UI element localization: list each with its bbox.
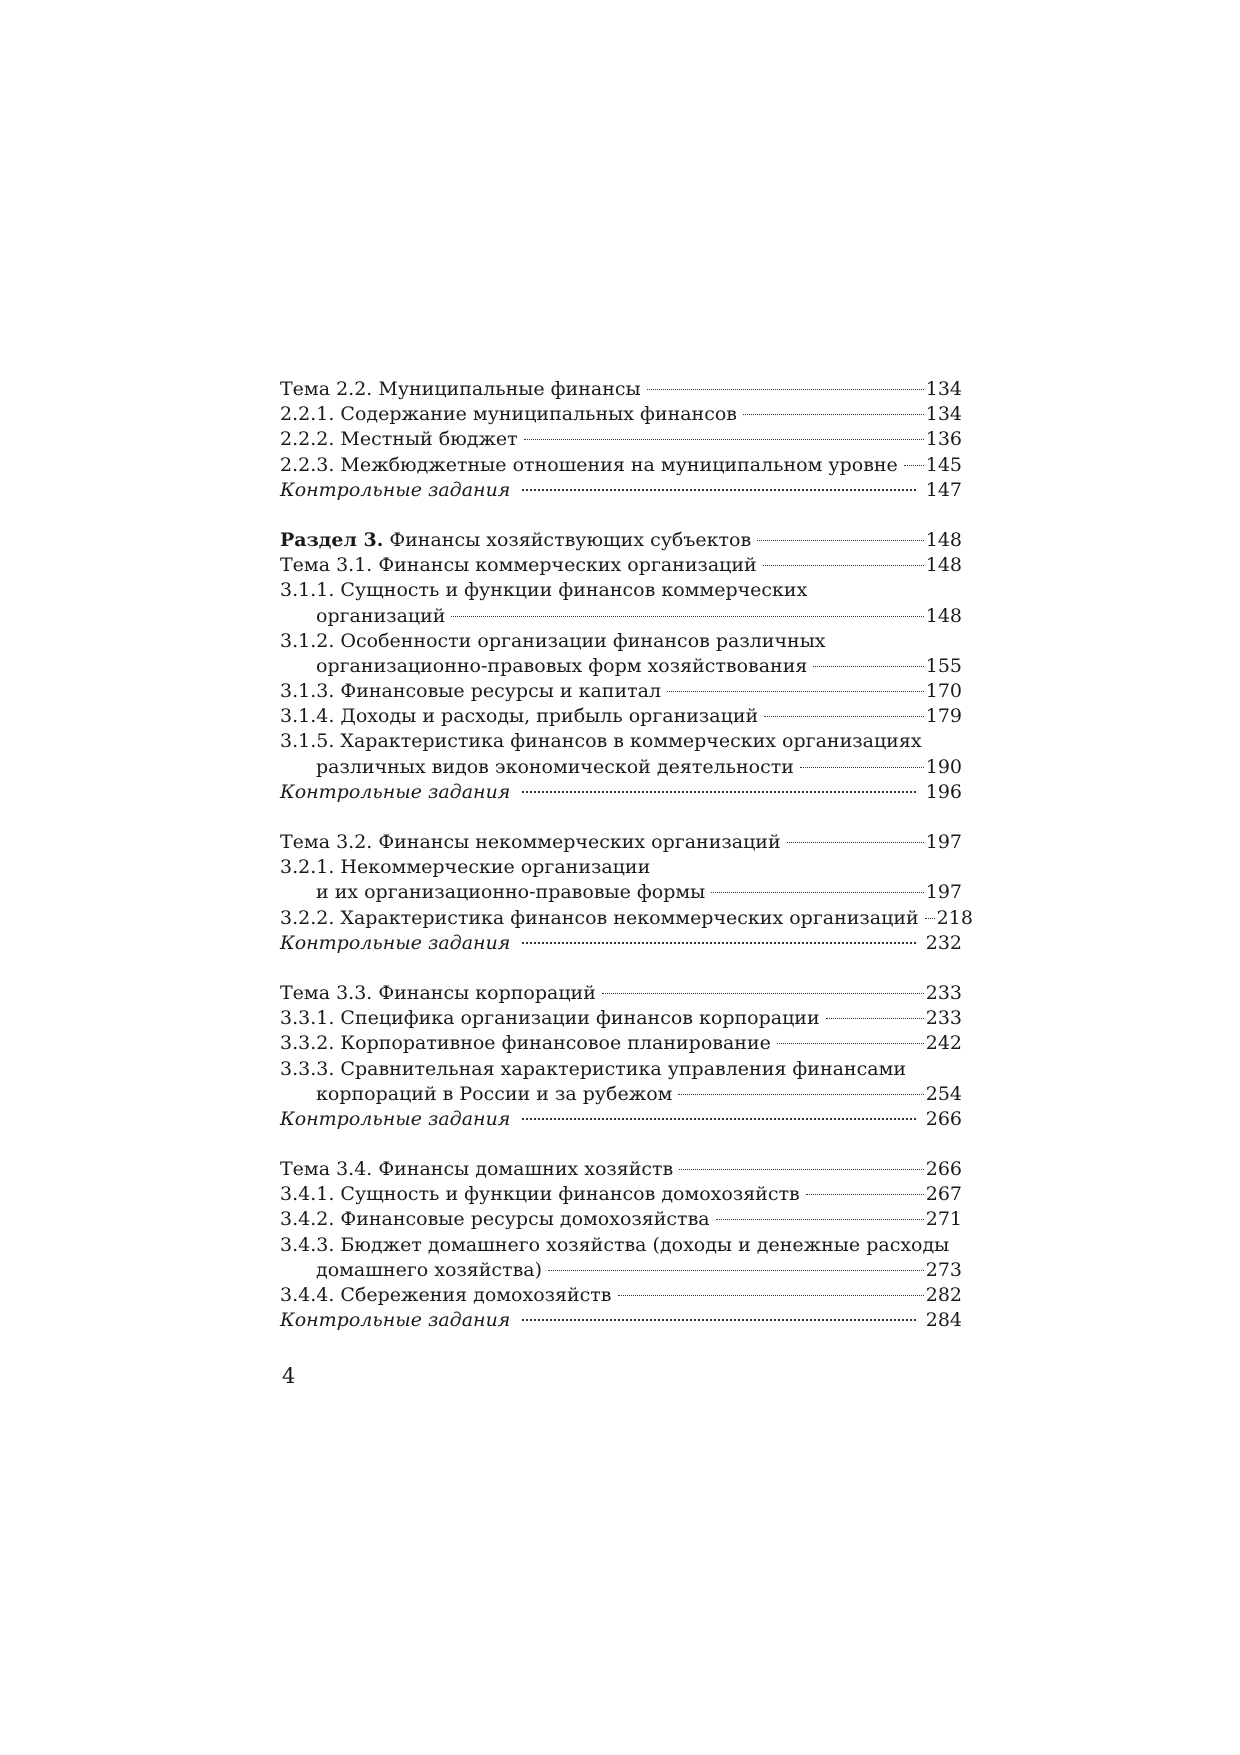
toc-entry-title (280, 528, 751, 553)
toc-entry-title (280, 855, 650, 880)
toc-entry (280, 578, 962, 603)
toc-entry (280, 654, 962, 679)
toc-page-number: 134 (925, 403, 962, 426)
toc-page-number: 190 (925, 755, 962, 778)
dot-leader (522, 1118, 915, 1120)
toc-entry-title (280, 931, 510, 956)
section-label: Раздел 3. (280, 528, 384, 551)
toc-entry-title (316, 604, 445, 629)
toc-entry-text: 3.4.3. Бюджет домашнего хозяйства (доходы и денежные расходы (280, 1233, 950, 1256)
toc-entry-text: 2.2.2. Местный бюджет (280, 428, 518, 451)
toc-entry-text: Тема 3.2. Финансы некоммерческих организаций (280, 831, 781, 853)
toc-entry-text: 3.3.2. Корпоративное финансовое планирование (280, 1032, 771, 1055)
toc-page-number: 218 (936, 906, 973, 929)
toc-entry-title (280, 729, 922, 754)
toc-entry-text: 3.1.1. Сущность и функции финансов коммерческих (280, 579, 808, 602)
toc-entry-title (280, 453, 898, 478)
toc-entry-title (280, 1207, 710, 1232)
toc-tasks-entry (280, 1107, 962, 1132)
dot-leader (826, 1018, 924, 1019)
toc-entry-title (280, 704, 758, 729)
toc-entry-text: Контрольные задания (280, 780, 511, 803)
toc-tasks-entry (280, 780, 962, 805)
toc-page-number: 273 (925, 1258, 962, 1281)
toc-entry-text: 3.1.2. Особенности организации финансов различных (280, 629, 826, 652)
toc-entry (280, 1233, 962, 1258)
toc-entry (280, 830, 962, 855)
dot-leader (777, 1043, 924, 1044)
toc-tasks-entry (280, 1308, 962, 1333)
toc-entry-title (316, 880, 705, 905)
toc-page-number: 282 (925, 1284, 962, 1306)
toc-page-number: 196 (925, 780, 962, 803)
dot-leader (618, 1295, 924, 1296)
toc-entry-text: 3.1.3. Финансовые ресурсы и капитал (280, 680, 662, 703)
toc-entry-title (280, 830, 781, 855)
toc-page-number: 233 (925, 981, 962, 1004)
dot-leader (711, 892, 923, 893)
dot-leader (647, 389, 924, 390)
toc-entry-text: организаций (316, 604, 446, 627)
toc-page-number: 266 (925, 1107, 962, 1130)
toc-entry-text: Контрольные задания (280, 931, 511, 954)
toc-entry-text: Тема 2.2. Муниципальные финансы (280, 378, 641, 400)
dot-leader (451, 616, 923, 617)
toc-entry (280, 1258, 962, 1283)
toc-entry-title (280, 906, 919, 931)
dot-leader (800, 767, 924, 768)
toc-entry (280, 906, 973, 931)
toc-page-number: 147 (925, 478, 962, 501)
dot-leader (667, 691, 924, 692)
toc-entry-text: 3.1.5. Характеристика финансов в коммерческих организациях (280, 730, 922, 753)
toc-entry-title (280, 1182, 800, 1207)
toc-entry (280, 402, 962, 427)
toc-tasks-entry (280, 478, 962, 503)
dot-leader (764, 716, 924, 717)
toc-entry-title (280, 553, 757, 578)
toc-entry-text: Контрольные задания (280, 1309, 511, 1332)
dot-leader (925, 918, 935, 919)
toc-entry-text: Тема 3.4. Финансы домашних хозяйств (280, 1158, 674, 1181)
toc-entry-text: 3.3.3. Сравнительная характеристика управления финансами (280, 1057, 907, 1080)
toc-entry-text: и их организационно-правовые формы (316, 881, 706, 904)
dot-leader (522, 1319, 915, 1321)
dot-leader (763, 565, 924, 566)
toc-entry-text: 3.4.2. Финансовые ресурсы домохозяйства (280, 1208, 710, 1231)
toc-entry-title (316, 1082, 672, 1107)
toc-entry (280, 1182, 962, 1207)
dot-leader (716, 1219, 924, 1220)
toc-entry-title (280, 1057, 906, 1082)
dot-leader (524, 439, 924, 440)
toc-page-number: 148 (925, 604, 962, 627)
toc-entry (280, 755, 962, 780)
toc-entry (280, 1157, 962, 1182)
toc-entry (280, 629, 962, 654)
dot-leader (757, 540, 924, 541)
dot-leader (743, 414, 924, 415)
dot-leader (602, 993, 924, 994)
toc-entry (280, 1283, 962, 1308)
toc-page-number: 136 (925, 428, 962, 451)
toc-entry (280, 553, 962, 578)
toc-entry-text: Контрольные задания (280, 478, 511, 501)
toc-entry-title (280, 427, 518, 452)
toc-group (280, 377, 962, 503)
toc-page-number: 145 (925, 453, 962, 476)
toc-page-number: 267 (925, 1183, 962, 1206)
toc-entry-text: Тема 3.1. Финансы коммерческих организаций (280, 554, 757, 577)
toc-entry-title (316, 755, 794, 780)
toc-page-number: 284 (925, 1309, 962, 1332)
toc-entry-title (280, 1157, 673, 1182)
dot-leader (522, 942, 915, 944)
toc-entry (280, 1057, 962, 1082)
toc-entry-text: организационно-правовых форм хозяйствования (316, 654, 808, 677)
toc-entry-title (316, 1258, 542, 1283)
toc-entry-text: 3.2.2. Характеристика финансов некоммерческих организаций (280, 906, 919, 929)
toc-page-number: 134 (925, 378, 962, 400)
toc-entry-text: различных видов экономической деятельности (316, 755, 794, 778)
dot-leader (904, 465, 924, 466)
toc-entry (280, 1031, 962, 1056)
toc-page-number: 271 (925, 1208, 962, 1231)
toc-entry-title (280, 478, 510, 503)
toc-entry (280, 1006, 962, 1031)
toc-entry-title (280, 1006, 820, 1031)
toc-entry (280, 377, 962, 402)
toc-page-number: 197 (925, 881, 962, 904)
toc-entry-title (280, 1107, 510, 1132)
dot-leader (813, 666, 923, 667)
toc-entry (280, 604, 962, 629)
toc-entry (280, 427, 962, 452)
toc-entry-title (316, 654, 807, 679)
toc-entry-title (280, 1283, 612, 1308)
dot-leader (787, 842, 924, 843)
toc-page-number: 266 (925, 1158, 962, 1181)
toc-entry-title (280, 1233, 949, 1258)
toc-entry (280, 981, 962, 1006)
toc-entry-title (280, 981, 596, 1006)
toc-entry (280, 453, 962, 478)
toc-entry (280, 729, 962, 754)
toc-entry-text: корпораций в России и за рубежом (316, 1082, 673, 1105)
dot-leader (548, 1270, 924, 1271)
toc-group (280, 528, 962, 805)
toc-entry (280, 704, 962, 729)
toc-entry-title (280, 1031, 771, 1056)
toc-page-number: 148 (925, 528, 962, 551)
toc-page-number: 233 (925, 1007, 962, 1030)
toc-entry-text: 3.4.1. Сущность и функции финансов домохозяйств (280, 1183, 800, 1206)
toc-page-number: 179 (925, 705, 962, 728)
toc-entry-title (280, 377, 641, 402)
toc-group (280, 981, 962, 1132)
toc-tasks-entry (280, 931, 962, 956)
dot-leader (522, 791, 915, 793)
toc-entry (280, 1082, 962, 1107)
toc-entry-text: 2.2.3. Межбюджетные отношения на муниципальном уровне (280, 453, 898, 476)
dot-leader (678, 1094, 923, 1095)
toc-entry-title (280, 780, 510, 805)
table-of-contents (280, 377, 973, 1358)
toc-page-number: 170 (925, 680, 962, 703)
toc-entry (280, 880, 962, 905)
toc-entry-title (280, 679, 661, 704)
toc-entry-text: 3.2.1. Некоммерческие организации (280, 856, 651, 879)
toc-page-number: 197 (925, 831, 962, 853)
page-number: 4 (282, 1364, 296, 1388)
dot-leader (522, 489, 915, 491)
toc-entry-text: 3.1.4. Доходы и расходы, прибыль организаций (280, 705, 759, 728)
toc-group (280, 1157, 962, 1333)
toc-entry-title (280, 402, 737, 427)
toc-page-number: 254 (925, 1082, 962, 1105)
toc-entry (280, 1207, 962, 1232)
dot-leader (679, 1169, 923, 1170)
toc-entry (280, 679, 962, 704)
toc-entry-title (280, 1308, 510, 1333)
toc-page-number: 155 (925, 654, 962, 677)
toc-entry (280, 855, 962, 880)
toc-entry-text: Финансы хозяйствующих субъектов (383, 528, 752, 551)
toc-page-number: 242 (925, 1032, 962, 1055)
toc-entry-text: 3.4.4. Сбережения домохозяйств (280, 1284, 612, 1306)
toc-page-number: 148 (925, 554, 962, 577)
toc-entry (280, 528, 962, 553)
toc-entry-text: 2.2.1. Содержание муниципальных финансов (280, 403, 738, 426)
toc-entry-title (280, 578, 807, 603)
toc-page-number: 232 (925, 931, 962, 954)
dot-leader (806, 1194, 924, 1195)
toc-entry-text: домашнего хозяйства) (316, 1258, 543, 1281)
toc-entry-text: Контрольные задания (280, 1107, 511, 1130)
toc-entry-text: 3.3.1. Специфика организации финансов корпорации (280, 1007, 820, 1030)
toc-group (280, 830, 973, 956)
toc-entry-title (280, 629, 826, 654)
toc-entry-text: Тема 3.3. Финансы корпораций (280, 981, 596, 1004)
